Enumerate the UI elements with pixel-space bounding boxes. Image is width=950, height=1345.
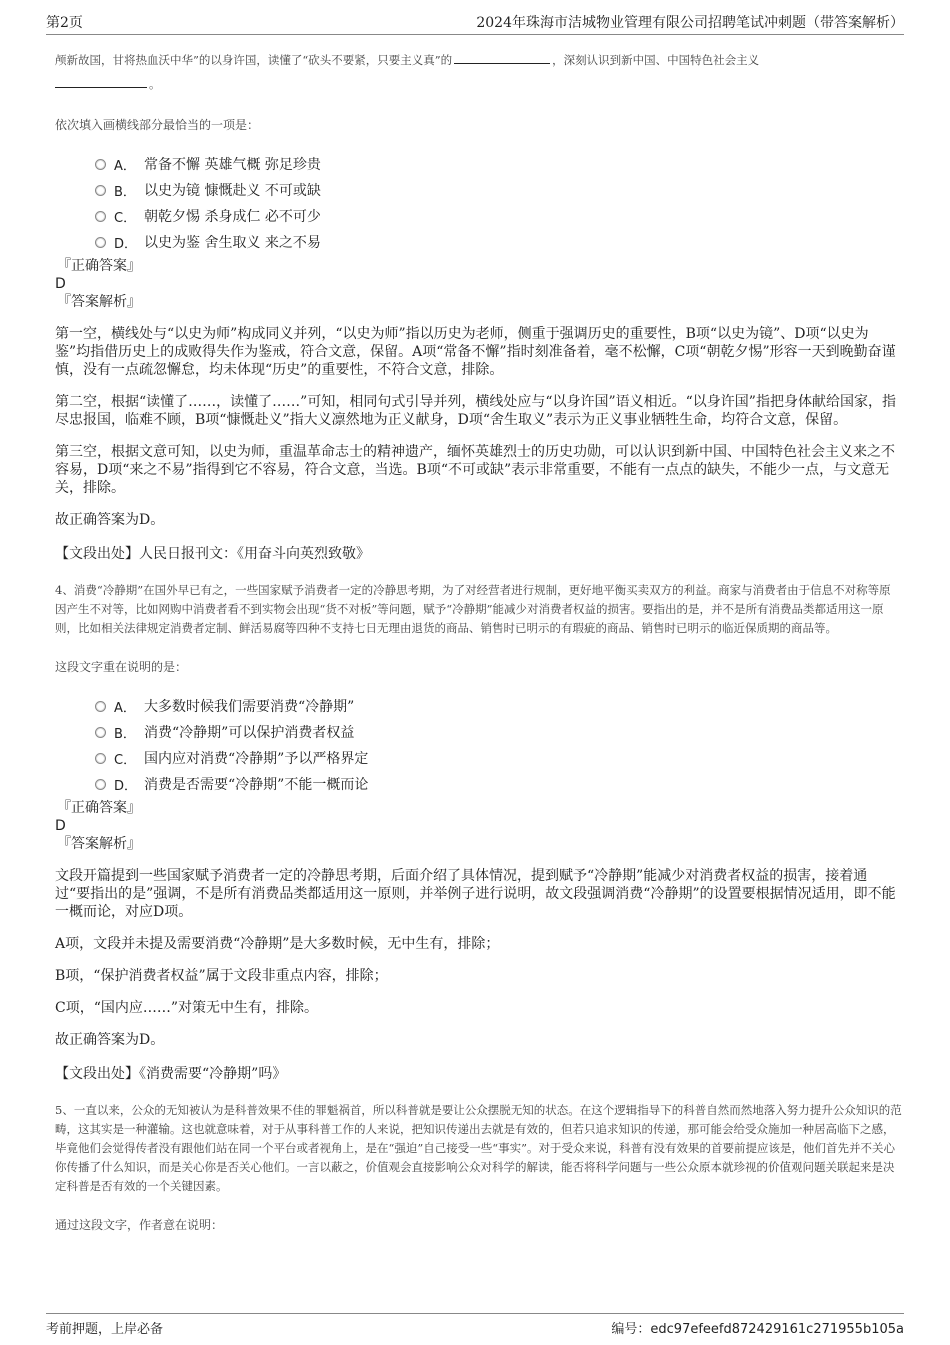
q3-passage-tail (55, 48, 902, 96)
q3-option-c[interactable] (95, 203, 902, 229)
fill-blank-2 (454, 51, 550, 64)
option-text: 以史为镜 慷慨赴义 不可或缺 (144, 183, 321, 199)
option-letter: A． (114, 158, 136, 174)
q4-option-d[interactable] (95, 771, 902, 797)
option-text: 消费是否需要“冷静期”不能一概而论 (144, 777, 369, 793)
fill-blank-3 (55, 75, 147, 88)
q3-source: 【文段出处】人民日报刊文：《用奋斗向英烈致敬》 (55, 546, 370, 562)
option-letter: B． (114, 184, 136, 200)
analysis-paragraph: B项，“保护消费者权益”属于文段非重点内容，排除； (55, 968, 388, 984)
q3-prompt: 依次填入画横线部分最恰当的一项是： (55, 118, 260, 132)
radio-button[interactable] (95, 727, 106, 738)
document-code (611, 1318, 904, 1337)
analysis-paragraph: A项，文段并未提及需要消费“冷静期”是大多数时候，无中生有，排除； (55, 936, 500, 952)
analysis-paragraph: 第二空，根据“读懂了……，读懂了……”可知，相同句式引导并列，横线处应与“以身许国”语义相近。“以身许国”指把身体献给国家，指尽忠报国，临难不顾，B项“慷慨赴义”指大义凛然地为正义献身，D项“舍生取义”表示为正义事业牺牲生命，均符合文意，保留。 (55, 394, 896, 428)
option-letter: C． (114, 752, 137, 768)
q4-option-c[interactable] (95, 745, 902, 771)
q4-option-a[interactable] (95, 693, 902, 719)
option-text: 国内应对消费“冷静期”予以严格界定 (144, 751, 369, 767)
q4-answer-label: 『正确答案』 (57, 800, 141, 816)
analysis-paragraph: 第一空，横线处与“以史为师”构成同义并列，“以史为师”指以历史为老师，侧重于强调历史的重要性，B项“以史为镜”、D项“以史为鉴”均指借历史上的成败得失作为鉴戒，符合文意，保留。A项“常备不懈”指时刻准备着，毫不松懈，C项“朝乾夕惕”形容一天到晚勤奋谨慎，没有一点疏忽懈怠，均未体现“历史”的重要性，不符合文意，排除。 (55, 326, 896, 378)
code-value: edc97efeefd872429161c271955b105a (650, 1321, 904, 1337)
q5-passage: 5、一直以来，公众的无知被认为是科普效果不佳的罪魁祸首，所以科普就是要让公众摆脱无知的状态。在这个逻辑指导下的科普自然而然地落入努力提升公众知识的范畴，这其实是一种灌输。这也就意味着，对于从事科普工作的人来说，把知识传递出去就是有效的，但若只追求知识的传递，那可能会给受众施加一种居高临下之感，毕竟他们会觉得传者没有跟他们站在同一个平台或者视角上，是在“强迫”自己接受一些“事实”。对于受众来说，科普有没有效果的首要前提应该是，他们首先并不关心你传播了什么知识，而是关心你是否关心他们。一言以蔽之，价值观会直接影响公众对科学的解读，能否将科学问题与一些公众原本就珍视的价值观问题关联起来是决定科普是否有效的一个关键因素。 (55, 1103, 902, 1193)
q4-option-b[interactable] (95, 719, 902, 745)
page-number: 第2页 (46, 15, 83, 31)
radio-button[interactable] (95, 237, 106, 248)
q4-analysis-label: 『答案解析』 (57, 836, 141, 852)
option-letter: A． (114, 700, 136, 716)
option-text: 消费“冷静期”可以保护消费者权益 (144, 725, 355, 741)
q3-option-b[interactable] (95, 177, 902, 203)
q4-passage: 4、消费“冷静期”在国外早已有之，一些国家赋予消费者一定的冷静思考期，为了对经营者进行规制，更好地平衡买卖双方的利益。商家与消费者由于信息不对称等原因产生不对等，比如网购中消费者看不到实物会出现“货不对板”等问题，赋予“冷静期”能减少对消费者权益的损害。要指出的是，并不是所有消费品类都适用这一原则，比如相关法律规定消费者定制、鲜活易腐等四种不支持七日无理由退货的商品、销售时已明示的有瑕疵的商品、销售时已明示的临近保质期的商品等。 (55, 583, 891, 635)
radio-button[interactable] (95, 211, 106, 222)
page-content (55, 48, 902, 1233)
option-letter: D． (114, 778, 138, 794)
document-title: 2024年珠海市洁城物业管理有限公司招聘笔试冲刺题（带答案解析） (476, 15, 904, 31)
analysis-paragraph: C项，“国内应……”对策无中生有，排除。 (55, 1000, 319, 1016)
option-text: 大多数时候我们需要消费“冷静期” (144, 699, 355, 715)
q3-text-part2: ，深刻认识到新中国、中国特色社会主义 (552, 53, 760, 67)
analysis-paragraph: 故正确答案为D。 (55, 1032, 165, 1048)
q3-analysis (55, 325, 902, 529)
option-letter: C． (114, 210, 137, 226)
analysis-paragraph: 第三空，根据文意可知，以史为师，重温革命志士的精神遗产，缅怀英雄烈士的历史功勋，可以认识到新中国、中国特色社会主义来之不容易，D项“来之不易”指得到它不容易，符合文意，当选。B项“不可或缺”表示非常重要，不能有一点点的缺失，不能少一点，与文意无关，排除。 (55, 444, 895, 496)
option-text: 朝乾夕惕 杀身成仁 必不可少 (144, 209, 321, 225)
radio-button[interactable] (95, 185, 106, 196)
q4-answer: D (55, 818, 66, 834)
q4-analysis (55, 867, 902, 1049)
q4-prompt: 这段文字重在说明的是： (55, 660, 188, 674)
q4-options (95, 693, 902, 797)
q4-source: 【文段出处】《消费需要“冷静期”吗》 (55, 1066, 287, 1082)
option-letter: D． (114, 236, 138, 252)
page-header (46, 12, 904, 35)
q3-text-part1: 颅新故国，甘将热血沃中华”的以身许国，读懂了“砍头不要紧，只要主义真”的 (55, 53, 453, 67)
q3-option-a[interactable] (95, 151, 902, 177)
option-letter: B． (114, 726, 136, 742)
q3-answer-label: 『正确答案』 (57, 258, 141, 274)
q3-answer: D (55, 276, 66, 292)
footer-slogan: 考前押题，上岸必备 (46, 1321, 164, 1337)
radio-button[interactable] (95, 701, 106, 712)
code-label: 编号： (611, 1321, 651, 1337)
analysis-paragraph: 文段开篇提到一些国家赋予消费者一定的冷静思考期，后面介绍了具体情况，提到赋予“冷静期”能减少对消费者权益的损害，接着通过“要指出的是”强调，不是所有消费品类都适用这一原则，并举例子进行说明，故文段强调消费“冷静期”的设置要根据情况适用，即不能一概而论，对应D项。 (55, 868, 896, 920)
radio-button[interactable] (95, 779, 106, 790)
q3-options (95, 151, 902, 255)
q3-option-d[interactable] (95, 229, 902, 255)
q3-analysis-label: 『答案解析』 (57, 294, 141, 310)
analysis-paragraph: 故正确答案为D。 (55, 512, 165, 528)
option-text: 常备不懈 英雄气概 弥足珍贵 (144, 157, 321, 173)
radio-button[interactable] (95, 753, 106, 764)
option-text: 以史为鉴 舍生取义 来之不易 (144, 235, 321, 251)
q5-prompt: 通过这段文字，作者意在说明： (55, 1218, 224, 1232)
page-footer (46, 1313, 904, 1340)
q3-text-end: 。 (149, 77, 161, 91)
radio-button[interactable] (95, 159, 106, 170)
